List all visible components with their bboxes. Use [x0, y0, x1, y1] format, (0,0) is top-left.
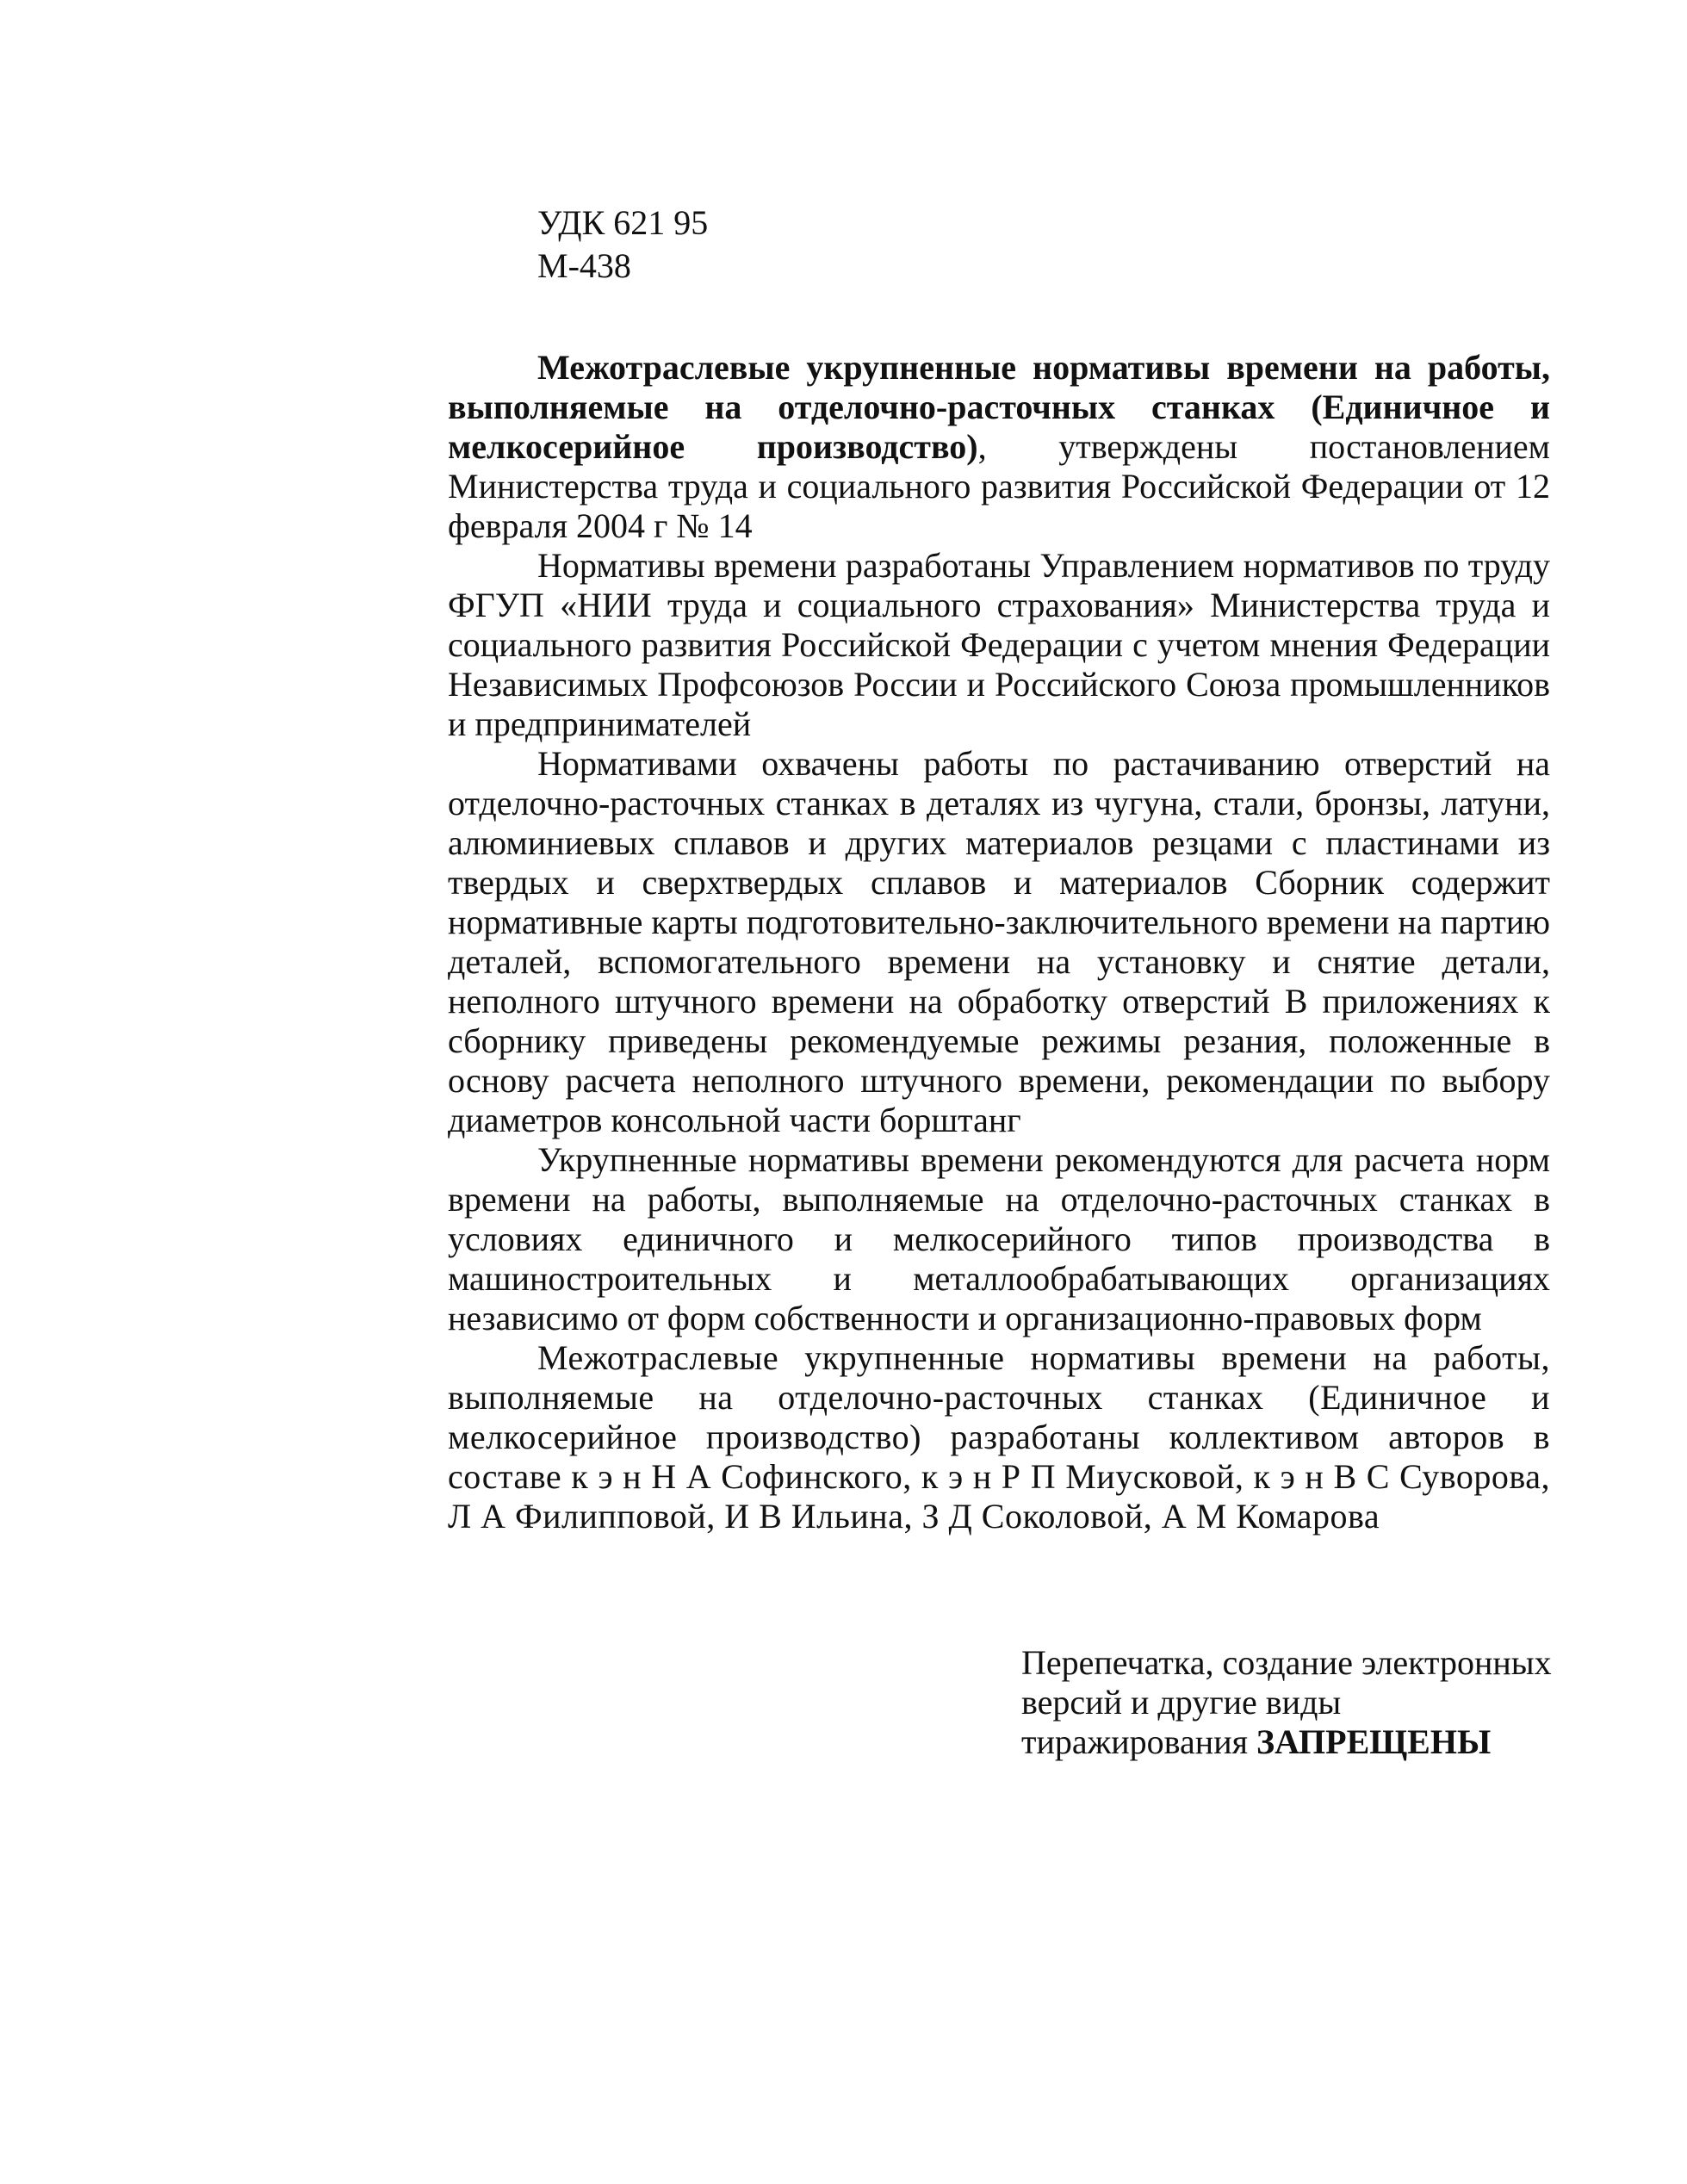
copyright-text: Перепечатка, создание электронных версий и другие виды тиражирования [1021, 1643, 1552, 1761]
catalog-index: М-438 [537, 246, 631, 285]
copyright-forbidden: ЗАПРЕЩЕНЫ [1256, 1722, 1492, 1761]
authors-paragraph: Межотраслевые укрупненные нормативы времени на работы, выполняемые на отделочно-расточных станках (Единичное и мелкосерийное производство) разработаны коллективом авторов в составе к э н Н А Софинского, к э н Р П Миусковой, к э н В С Суворова, Л А Филипповой, И В Ильина, З Д Соколовой, А М Комарова [448, 1338, 1550, 1536]
intro-paragraph [448, 348, 1550, 546]
recommendation-paragraph: Укрупненные нормативы времени рекомендуются для расчета норм времени на работы, выполняемые на отделочно-расточных станках в условиях единичного и мелкосерийного типов производства в машиностроительных и металлообрабатывающих организациях независимо от форм собственности и организационно-правовых форм [448, 1140, 1550, 1337]
udk-block [537, 202, 708, 288]
scope-paragraph: Нормативами охвачены работы по растачиванию отверстий на отделочно-расточных станках в деталях из чугуна, стали, бронзы, латуни, алюминиевых сплавов и других материалов резцами с пластинами из твердых и сверхтвердых сплавов и материалов Сборник содержит нормативные карты подготовительно-заключительного времени на партию деталей, вспомогательного времени на установку и снятие детали, неполного штучного времени на обработку отверстий В приложениях к сборнику приведены рекомендуемые режимы резания, положенные в основу расчета неполного штучного времени, рекомендации по выбору диаметров консольной части борштанг [448, 744, 1550, 1139]
main-text [448, 348, 1550, 1536]
approval-text: , утверждены постановлением Министерства труда и социального развития Российской Федерации от 12 февраля 2004 г № 14 [448, 427, 1550, 545]
document-title: Межотраслевые укрупненные нормативы времени на работы, выполняемые на отделочно-расточных станках (Единичное и мелкосерийное производство) [448, 348, 1550, 466]
udk-code: УДК 621 95 [537, 203, 709, 242]
developer-paragraph: Нормативы времени разработаны Управлением нормативов по труду ФГУП «НИИ труда и социального страхования» Министерства труда и социального развития Российской Федерации с учетом мнения Федерации Независимых Профсоюзов России и Российского Союза промышленников и предпринимателей [448, 546, 1550, 743]
copyright-notice [1021, 1643, 1555, 1762]
